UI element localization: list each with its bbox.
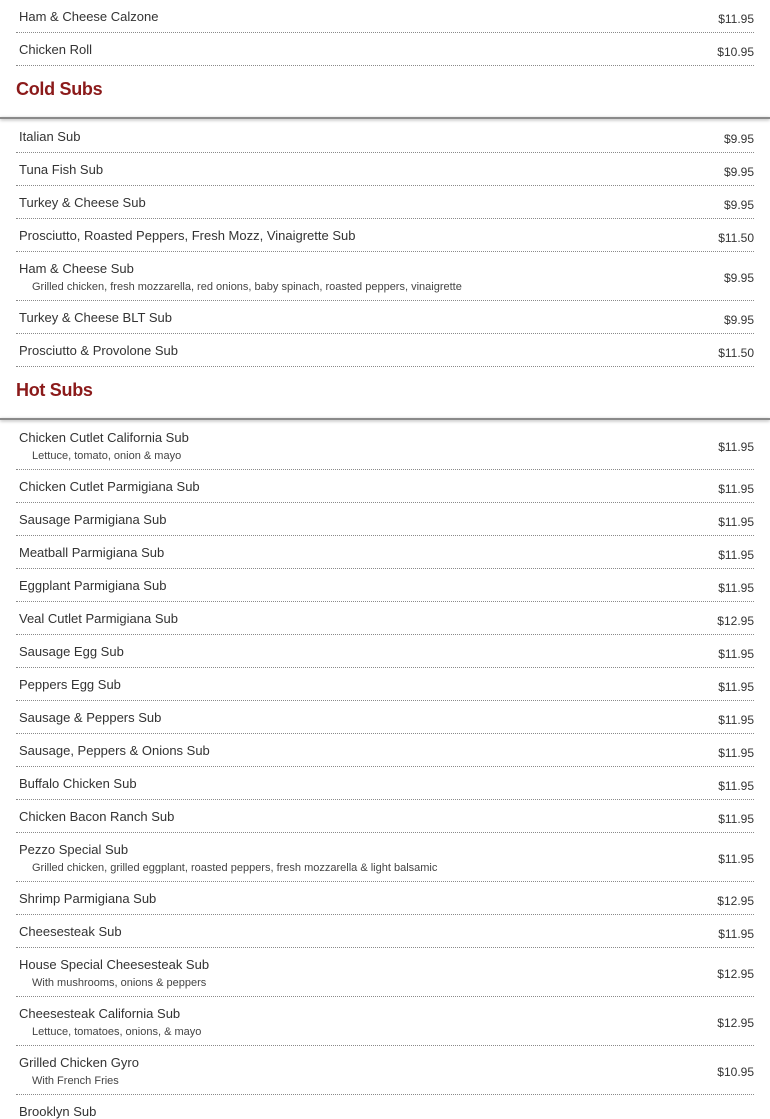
item-price: $11.95	[718, 482, 754, 496]
item-price: $9.95	[723, 165, 754, 179]
item-price: $11.95	[718, 746, 754, 760]
top-items-list	[16, 0, 754, 66]
item-name: Ham & Cheese Calzone	[19, 9, 159, 24]
menu-item[interactable]	[16, 33, 754, 66]
item-price: $11.95	[718, 647, 754, 661]
menu-item[interactable]	[16, 569, 754, 602]
menu-item[interactable]	[16, 503, 754, 536]
cold-subs-list	[16, 120, 754, 367]
section-divider	[0, 418, 770, 420]
item-price: $10.95	[717, 45, 754, 59]
menu-item[interactable]	[16, 153, 754, 186]
menu-item[interactable]	[16, 668, 754, 701]
item-name: Sausage Parmigiana Sub	[19, 512, 167, 527]
item-name: Prosciutto & Provolone Sub	[19, 343, 178, 358]
item-name: Veal Cutlet Parmigiana Sub	[19, 611, 178, 626]
item-name: Sausage & Peppers Sub	[19, 710, 162, 725]
menu-item[interactable]	[16, 767, 754, 800]
item-description: Grilled chicken, grilled eggplant, roasted peppers, fresh mozzarella & light balsamic	[32, 862, 438, 874]
menu-item[interactable]	[16, 833, 754, 882]
item-name: Italian Sub	[19, 129, 81, 144]
item-price: $11.95	[718, 680, 754, 694]
menu-item[interactable]	[16, 334, 754, 367]
menu-item[interactable]	[16, 0, 754, 33]
item-name: Turkey & Cheese BLT Sub	[19, 310, 172, 325]
item-price: $11.50	[718, 346, 754, 360]
item-price: $11.95	[718, 713, 754, 727]
item-name: Chicken Cutlet Parmigiana Sub	[19, 479, 200, 494]
item-name: Sausage Egg Sub	[19, 644, 124, 659]
item-name: Turkey & Cheese Sub	[19, 195, 146, 210]
item-name: Chicken Cutlet California Sub	[19, 430, 189, 445]
item-name: Buffalo Chicken Sub	[19, 776, 137, 791]
menu-item[interactable]	[16, 948, 754, 997]
menu-item[interactable]	[16, 734, 754, 767]
item-price: $11.95	[718, 440, 754, 454]
item-price: $12.95	[717, 614, 754, 628]
menu-item[interactable]	[16, 421, 754, 470]
item-name: Cheesesteak California Sub	[19, 1006, 181, 1021]
hot-subs-header	[0, 367, 770, 421]
item-description: Grilled chicken, fresh mozzarella, red onions, baby spinach, roasted peppers, vinaigrette	[32, 281, 462, 293]
menu-item[interactable]	[16, 186, 754, 219]
item-name: Prosciutto, Roasted Peppers, Fresh Mozz, Vinaigrette Sub	[19, 228, 356, 243]
item-name: Peppers Egg Sub	[19, 677, 121, 692]
menu-item[interactable]	[16, 635, 754, 668]
item-price: $11.95	[718, 852, 754, 866]
item-name: Cheesesteak Sub	[19, 924, 122, 939]
menu-item[interactable]	[16, 470, 754, 503]
item-price: $11.95	[718, 927, 754, 941]
menu-item[interactable]	[16, 602, 754, 635]
item-description: With French Fries	[32, 1075, 119, 1087]
item-price: $12.95	[717, 894, 754, 908]
item-name: Tuna Fish Sub	[19, 162, 104, 177]
item-price: $11.95	[718, 12, 754, 26]
item-price: $9.95	[723, 132, 754, 146]
menu-item[interactable]	[16, 882, 754, 915]
item-name: Grilled Chicken Gyro	[19, 1055, 139, 1070]
item-price: $11.95	[718, 581, 754, 595]
section-title: Hot Subs	[16, 380, 93, 400]
item-name: Pezzo Special Sub	[19, 842, 129, 857]
item-description: With mushrooms, onions & peppers	[32, 977, 207, 989]
item-name: Chicken Roll	[19, 42, 92, 57]
section-divider	[0, 117, 770, 119]
item-price: $10.95	[717, 1065, 754, 1079]
menu-item[interactable]	[16, 997, 754, 1046]
item-name: Brooklyn Sub	[19, 1104, 97, 1119]
item-price: $11.95	[718, 548, 754, 562]
item-name: Meatball Parmigiana Sub	[19, 545, 165, 560]
item-price: $11.95	[718, 515, 754, 529]
item-price: $12.95	[717, 1016, 754, 1030]
cold-subs-header	[0, 66, 770, 120]
menu-item[interactable]	[16, 1046, 754, 1095]
item-price: $12.95	[717, 967, 754, 981]
menu-item[interactable]	[16, 120, 754, 153]
item-price: $9.95	[723, 271, 754, 285]
item-price: $9.95	[723, 313, 754, 327]
item-name: House Special Cheesesteak Sub	[19, 957, 210, 972]
hot-subs-list	[16, 421, 754, 1119]
item-name: Chicken Bacon Ranch Sub	[19, 809, 175, 824]
item-name: Ham & Cheese Sub	[19, 261, 134, 276]
item-name: Sausage, Peppers & Onions Sub	[19, 743, 210, 758]
menu-item[interactable]	[16, 1095, 754, 1119]
menu-item[interactable]	[16, 252, 754, 301]
item-name: Shrimp Parmigiana Sub	[19, 891, 157, 906]
menu-item[interactable]	[16, 800, 754, 833]
item-description: Lettuce, tomato, onion & mayo	[32, 450, 182, 462]
item-price: $11.95	[718, 779, 754, 793]
item-name: Eggplant Parmigiana Sub	[19, 578, 167, 593]
menu-item[interactable]	[16, 536, 754, 569]
menu-item[interactable]	[16, 701, 754, 734]
menu-item[interactable]	[16, 301, 754, 334]
menu-item[interactable]	[16, 915, 754, 948]
item-description: Lettuce, tomatoes, onions, & mayo	[32, 1026, 202, 1038]
item-price: $11.95	[718, 812, 754, 826]
item-price: $9.95	[723, 198, 754, 212]
section-title: Cold Subs	[16, 79, 103, 99]
item-price: $11.50	[718, 231, 754, 245]
menu-item[interactable]	[16, 219, 754, 252]
